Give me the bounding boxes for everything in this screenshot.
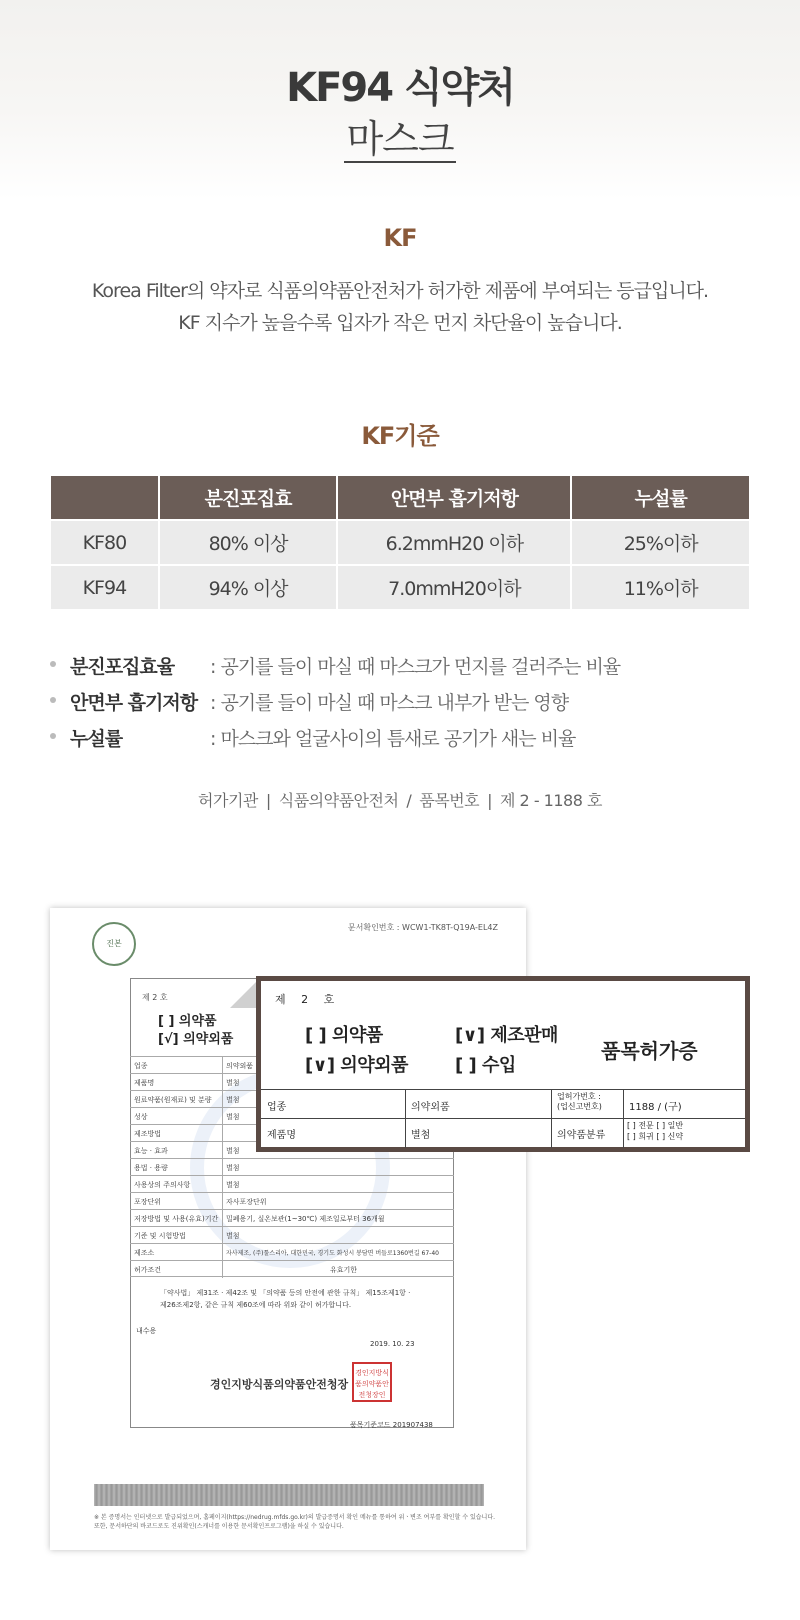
table-header-row	[51, 476, 749, 519]
kf-heading: KF	[383, 224, 417, 252]
grid-value: 별첨	[226, 1096, 240, 1104]
issuing-office: 경인지방식품의약품안전청장	[210, 1378, 349, 1391]
bullet-icon	[50, 697, 56, 703]
zoom-option-import: [ ] 수입	[455, 1055, 516, 1076]
grid-value: 자사포장단위	[226, 1198, 267, 1206]
grid-value: 별첨	[226, 1181, 240, 1189]
bullet-icon	[50, 661, 56, 667]
authentic-stamp: 진본	[92, 922, 136, 966]
table-row	[130, 1175, 454, 1192]
table-cell: 25%이하	[572, 521, 749, 564]
grid-label: 효능 · 효과	[134, 1147, 168, 1155]
definition-item	[50, 688, 750, 714]
zoom-option-quasi-drug: [∨] 의약외품	[305, 1055, 408, 1076]
table-row	[130, 1209, 454, 1226]
grid-label: 저장방법 및 사용(유효)기간	[134, 1215, 219, 1223]
grid-value: 별첨	[226, 1113, 240, 1121]
zoom-cell: 별첨	[411, 1130, 431, 1141]
page-subtitle	[0, 108, 800, 163]
zoom-cell: [ ] 전문 [ ] 일반	[627, 1121, 684, 1130]
definition-item	[50, 724, 750, 750]
table-row	[130, 1192, 454, 1209]
table-cell: KF80	[51, 521, 158, 564]
barcode-note-1: ※ 본 증명서는 인터넷으로 발급되었으며, 홈페이지(https://nedrug.mfds.go.kr)의 발급증명서 확인 메뉴를 통하여 위ㆍ변조 여부를 확인할 수 있습니다.	[94, 1514, 496, 1521]
check-quasi-drug: [√] 의약외품	[158, 1032, 234, 1047]
subtitle-text: 마스크	[346, 117, 454, 161]
law-note-2: 제26조제2항, 같은 규칙 제60조에 따라 위와 같이 허가합니다.	[160, 1301, 352, 1309]
grid-label: 용법 · 용량	[134, 1164, 168, 1172]
table-header-cell: 분진포집효	[160, 476, 337, 519]
issue-date: 2019. 10. 23	[370, 1340, 415, 1348]
zoom-cell: 1188 / (구)	[629, 1102, 682, 1113]
grid-label: 제조방법	[134, 1130, 162, 1138]
grid-value: 별첨	[226, 1232, 240, 1240]
table-row	[130, 1260, 454, 1277]
definition-term: 안면부 흡기저항	[70, 692, 198, 714]
barcode-note-2: 또한, 문서하단의 바코드로도 진위확인(스캐너를 이용한 문서확인프로그램)을 하실 수 있습니다.	[94, 1523, 344, 1530]
footer-code: 품목기준코드 201907438	[350, 1421, 433, 1429]
grid-label: 사용상의 주의사항	[134, 1181, 191, 1189]
grid-label: 업종	[134, 1062, 148, 1070]
side-note: 내수용	[136, 1327, 157, 1335]
grid-value: 유효기한	[330, 1266, 358, 1274]
grid-label: 제조소	[134, 1249, 155, 1257]
grid-value: 밀폐용기, 실온보관(1~30℃) 제조일로부터 36개월	[226, 1215, 385, 1223]
verification-barcode	[94, 1484, 484, 1506]
check-drug: [ ] 의약품	[158, 1014, 217, 1029]
definition-term: 누설률	[70, 728, 123, 750]
zoom-option-drug: [ ] 의약품	[305, 1025, 383, 1046]
doc-number: 문서확인번호 : WCW1-TK8T-Q19A-EL4Z	[347, 923, 498, 932]
table-row	[130, 1226, 454, 1243]
kf-desc-line2: KF 지수가 높을수록 입자가 작은 먼지 차단율이 높습니다.	[178, 312, 622, 334]
zoom-cell: 의약품분류	[557, 1130, 606, 1141]
grid-label: 허가조건	[134, 1266, 162, 1274]
grid-label: 기준 및 시험방법	[134, 1232, 186, 1240]
zoom-cell: 업허가번호 : (업신고번호)	[557, 1092, 602, 1111]
definition-item	[50, 652, 750, 678]
standard-heading: KF기준	[361, 422, 439, 450]
grid-label: 원료약품(원재료) 및 분량	[134, 1096, 212, 1104]
permit-agency-label: 허가기관	[198, 791, 258, 810]
grid-value: 별첨	[226, 1079, 240, 1087]
table-row	[130, 1158, 454, 1175]
grid-label: 포장단위	[134, 1198, 162, 1206]
table-cell: 80% 이상	[160, 521, 337, 564]
table-header-cell: 누설률	[572, 476, 749, 519]
law-note-1: 「약사법」 제31조 · 제42조 및 「의약품 등의 안전에 관한 규칙」 제15조제1항 ·	[160, 1289, 411, 1297]
table-row	[51, 521, 749, 564]
zoom-cell: 업종	[267, 1102, 287, 1113]
zoom-cell: 의약외품	[411, 1102, 450, 1113]
table-cell: KF94	[51, 566, 158, 609]
table-row	[51, 566, 749, 609]
zoom-title: 품목허가증	[601, 1039, 698, 1063]
definition-desc: : 공기를 들이 마실 때 마스크 내부가 받는 영향	[210, 692, 569, 714]
zoom-table	[261, 1089, 745, 1147]
permit-info: 허가기관 | 식품의약품안전처 / 품목번호 | 제 2 - 1188 호	[198, 791, 602, 810]
table-header-cell: 안면부 흡기저항	[338, 476, 570, 519]
zoom-form-number: 제 2 호	[275, 993, 341, 1006]
zoom-callout	[256, 976, 750, 1152]
definition-term: 분진포집효율	[70, 656, 175, 678]
form-number: 제 2 호	[142, 993, 168, 1002]
grid-value: 별첨	[226, 1147, 240, 1155]
table-cell: 94% 이상	[160, 566, 337, 609]
permit-agency: 식품의약품안전처	[278, 791, 399, 810]
definition-desc: : 마스크와 얼굴사이의 틈새로 공기가 새는 비율	[210, 728, 576, 750]
table-cell: 6.2mmH20 이하	[338, 521, 570, 564]
table-row	[130, 1243, 454, 1260]
permit-item-label: 품목번호	[419, 791, 480, 810]
table-cell: 11%이하	[572, 566, 749, 609]
zoom-cell: 제품명	[267, 1130, 296, 1141]
grid-label: 제품명	[134, 1079, 155, 1087]
page-title: KF94 식약처	[286, 65, 514, 111]
grid-value: 의약외품	[226, 1062, 254, 1070]
bullet-icon	[50, 733, 56, 739]
grid-value: 별첨	[226, 1164, 240, 1172]
kf-standard-table	[49, 474, 751, 611]
zoom-option-manufacture: [∨] 제조판매	[455, 1025, 558, 1046]
table-cell: 7.0mmH20이하	[338, 566, 570, 609]
permit-item-no: 제 2 - 1188 호	[500, 791, 602, 810]
table-header-cell	[51, 476, 158, 519]
definition-desc: : 공기를 들이 마실 때 마스크가 먼지를 걸러주는 비율	[210, 656, 621, 678]
grid-label: 성상	[134, 1113, 148, 1121]
grid-value: 자사제조, (주)툴스리아, 대한민국, 경기도 화성시 봉담면 버들로1360번길 67-40	[226, 1250, 439, 1257]
official-seal: 경인지방식품의약품안전청장인	[352, 1362, 392, 1402]
kf-desc-line1: Korea Filter의 약자로 식품의약품안전처가 허가한 제품에 부여되는 등급입니다.	[91, 280, 709, 302]
zoom-cell: [ ] 희귀 [ ] 신약	[627, 1132, 684, 1141]
